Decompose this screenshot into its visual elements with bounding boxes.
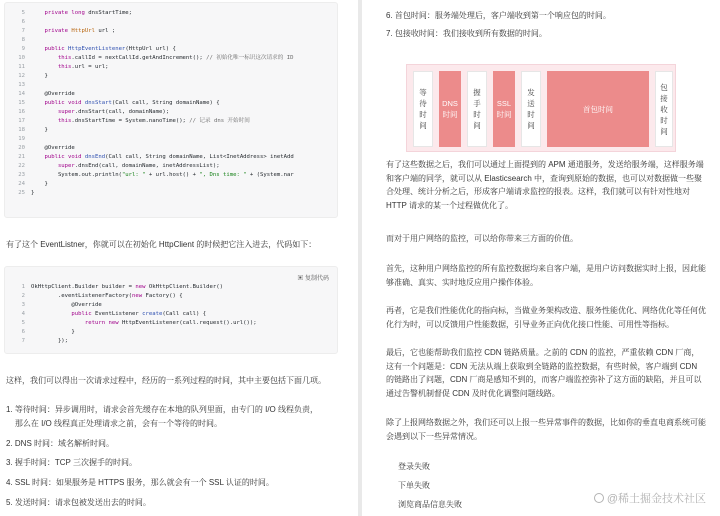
code-token: .callId = nextCallId.getAndIncrement(); <box>71 55 207 61</box>
code-line <box>5 162 337 171</box>
line-number: 19 <box>18 136 25 142</box>
code-token: dnsStart <box>84 100 112 106</box>
code-token: @Override <box>31 91 75 97</box>
phase-item: 6. 首包时间：服务端处理后，客户端收到第一个响应包的时间。 <box>386 11 611 20</box>
line-number: 24 <box>18 181 25 187</box>
timing-diagram <box>406 64 676 152</box>
code-line <box>5 99 337 108</box>
exception-item: 浏览商品信息失败 <box>398 500 462 509</box>
timing-segment: 首包时间 <box>547 71 649 147</box>
code-text <box>31 54 293 63</box>
watermark-text: @稀土掘金技术社区 <box>606 493 706 505</box>
code-token: .dnsStartTime = System.nanoTime(); <box>71 118 190 124</box>
code-token: (HttpUrl url) { <box>125 46 176 52</box>
copy-code-label: 复制代码 <box>304 276 329 282</box>
code-token: } <box>31 73 48 79</box>
line-number: 23 <box>18 172 25 178</box>
code-line <box>5 108 337 117</box>
code-token: private <box>31 28 72 34</box>
code-token: public void <box>31 100 85 106</box>
code-token: (Call call) { <box>162 311 207 317</box>
timing-segment: 握 手 时 间 <box>467 71 487 147</box>
code-line <box>5 189 337 198</box>
timing-segment: SSL 时间 <box>493 71 515 147</box>
code-token: new <box>135 284 149 290</box>
paragraph-line: 合处理、统计分析之后，形成客户端请求监控的报表。这样，我们就可以有针对性地对 <box>386 187 690 196</box>
code-line <box>5 328 337 337</box>
paragraph-line: 再者，它是我们性能优化的指向标，当做业务架构改造、服务性能优化、网络优化等任何优 <box>386 306 706 315</box>
code-line <box>5 283 337 292</box>
exception-item: 登录失败 <box>398 462 430 471</box>
paragraph-line: 够准确、真实、实时地反应用户操作体验。 <box>386 277 538 287</box>
code-line <box>5 292 337 301</box>
code-token: dnsStartTime; <box>88 10 133 16</box>
phase-item: 3. 握手时间：TCP 三次握手的时间。 <box>6 458 137 467</box>
code-token: + url.host() + <box>145 172 200 178</box>
code-text <box>31 27 115 36</box>
line-number: 7 <box>21 338 25 344</box>
paragraph-eventlistener: 有了这个 EventListner，你就可以在初始化 HttpClient 的时候把它注入进去，代码如下： <box>6 240 317 249</box>
code-text <box>31 63 108 72</box>
code-line <box>5 180 337 189</box>
paragraph-line: 有了这些数据之后，我们可以通过上面提到的 APM 通道服务，发送给服务端，这样服务端 <box>386 160 704 169</box>
code-token: return new <box>31 320 122 326</box>
code-line <box>5 135 337 144</box>
code-token: } <box>31 190 35 196</box>
code-text <box>31 171 294 180</box>
code-token: this <box>31 64 72 70</box>
line-number: 5 <box>21 10 25 16</box>
line-number: 8 <box>21 37 25 43</box>
code-line <box>5 319 337 328</box>
code-token: // 初始化唯一标识这次请求的 ID <box>206 55 294 61</box>
code-text <box>31 45 176 54</box>
line-number: 14 <box>18 91 25 97</box>
line-number: 17 <box>18 118 25 124</box>
line-number: 11 <box>18 64 25 70</box>
code-token: HttpEventListener(call.request().url()); <box>121 320 257 326</box>
code-token: this <box>31 118 72 124</box>
code-text <box>31 108 169 117</box>
code-text <box>31 144 75 153</box>
code-token: HttpUrl <box>71 28 99 34</box>
code-block-client-builder[interactable] <box>4 266 338 354</box>
code-token: OkHttpClient.Builder builder = <box>31 284 136 290</box>
line-number: 10 <box>18 55 25 61</box>
paragraph-line: 而对于用户网络的监控，可以给你带来三方面的价值。 <box>386 234 578 243</box>
code-line <box>5 63 337 72</box>
line-number: 22 <box>18 163 25 169</box>
code-line <box>5 171 337 180</box>
line-number: 5 <box>21 320 25 326</box>
code-token: .url = url; <box>71 64 109 70</box>
line-number: 15 <box>18 100 25 106</box>
line-number: 4 <box>21 311 25 317</box>
line-number: 16 <box>18 109 25 115</box>
code-text <box>31 301 102 310</box>
copy-code-button[interactable] <box>297 273 329 282</box>
code-token: url ; <box>98 28 116 34</box>
code-text <box>31 90 75 99</box>
exception-item: 下单失败 <box>398 481 430 490</box>
paragraph-line: 的链路出了问题，CDN 厂商是感知不到的，而客户端监控弥补了这方面的缺陷，并且可以 <box>386 375 702 384</box>
line-number: 12 <box>18 73 25 79</box>
code-line <box>5 144 337 153</box>
code-token: OkHttpClient.Builder() <box>148 284 223 290</box>
code-line <box>5 90 337 99</box>
code-token: public void <box>31 154 85 160</box>
paragraph-line: 最后，它也能帮助我们监控 CDN 链路质量。之前的 CDN 的监控，严重依赖 CDN 厂商， <box>386 348 700 357</box>
code-line <box>5 45 337 54</box>
copy-icon: ▣ <box>297 276 305 282</box>
paragraph-line: 会遇到以下一些异常情况。 <box>386 431 482 441</box>
watermark <box>594 490 706 506</box>
code-token: private long <box>31 10 89 16</box>
code-text <box>31 310 206 319</box>
code-token: Factory() { <box>145 293 183 299</box>
line-number: 18 <box>18 127 25 133</box>
code-text <box>31 319 257 328</box>
code-text <box>31 72 48 81</box>
code-line <box>5 81 337 90</box>
line-number: 3 <box>21 302 25 308</box>
code-line <box>5 9 337 18</box>
line-number: 6 <box>21 19 25 25</box>
phase-item: 5. 发送时间：请求包被发送出去的时间。 <box>6 498 151 507</box>
code-token: } <box>31 127 48 133</box>
paragraph-line: 这有一个问题是：CDN 无法从端上获取到全链路的监控数据，有些时候，客户端到 CDN <box>386 361 698 371</box>
code-block-event-listener[interactable] <box>4 2 338 218</box>
code-line <box>5 126 337 135</box>
code-token: public <box>31 311 95 317</box>
code-token: create <box>142 311 163 317</box>
left-column <box>0 0 358 516</box>
line-number: 1 <box>21 284 25 290</box>
juejin-logo-icon <box>594 493 604 503</box>
code-token: (Call call, String domainName) { <box>111 100 220 106</box>
code-token: }); <box>31 338 69 344</box>
right-column <box>362 0 720 516</box>
code-token: } <box>31 329 75 335</box>
code-token: .dnsEnd(call, domainName, inetAddressList); <box>74 163 220 169</box>
code-line <box>5 18 337 27</box>
code-token: ", Dns time: " <box>199 172 247 178</box>
line-number: 25 <box>18 190 25 196</box>
code-token: HttpEventListener <box>68 46 126 52</box>
paragraph-line: HTTP 请求的某一个过程做优化了。 <box>386 200 513 210</box>
paragraph-line: 首先，这种用户网络监控的所有监控数据均来自客户端，是用户访问数据实时上报，因此能 <box>386 264 706 273</box>
code-token: super <box>31 163 75 169</box>
paragraph-line: 除了上报网络数据之外，我们还可以上报一些异常事件的数据，比如你的垂直电商系统可能 <box>386 418 706 427</box>
phase-item: 7. 包接收时间：我们接收到所有数据的时间。 <box>386 29 547 38</box>
phase-item: 那么在 I/O 线程真正处理请求之前，会有一个等待的时间。 <box>6 419 223 428</box>
paragraph-line: 和客户端的同学，就可以从 Elasticsearch 中，查询到原始的数据，也可以对数据做一些聚 <box>386 173 703 183</box>
code-token: (Call call, String domainName, List<InetAddress> inetAdd <box>105 154 294 160</box>
line-number: 2 <box>21 293 25 299</box>
code-text <box>31 189 34 198</box>
code-line <box>5 153 337 162</box>
code-text <box>31 292 183 301</box>
code-line <box>5 117 337 126</box>
code-token: new <box>132 293 146 299</box>
code-line <box>5 36 337 45</box>
paragraph-line: 化行为时，可以反馈用户性能数据，引导业务正向优化接口性能、可用性等指标。 <box>386 319 674 329</box>
code-token: + (System.nar <box>246 172 294 178</box>
code-token: } <box>31 181 48 187</box>
line-number: 6 <box>21 329 25 335</box>
paragraph-phases: 这样，我们可以得出一次请求过程中，经历的一系列过程的时间，其中主要包括下面几项。 <box>6 376 326 385</box>
code-token: @Override <box>31 302 102 308</box>
code-text <box>31 117 250 126</box>
code-token: .dnsStart(call, domainName); <box>74 109 170 115</box>
line-number: 21 <box>18 154 25 160</box>
code-text <box>31 126 48 135</box>
phase-item: 2. DNS 时间：域名解析时间。 <box>6 439 115 448</box>
code-token: dnsEnd <box>84 154 106 160</box>
code-text <box>31 283 223 292</box>
code-token: // 记录 dns 开始时间 <box>189 118 250 124</box>
timing-segment: 包 接 收 时 间 <box>655 71 673 147</box>
code-text <box>31 99 220 108</box>
code-line <box>5 310 337 319</box>
code-text <box>31 9 132 18</box>
code-line <box>5 72 337 81</box>
line-number: 20 <box>18 145 25 151</box>
code-text <box>31 153 294 162</box>
timing-segment: DNS 时间 <box>439 71 461 147</box>
line-number: 13 <box>18 82 25 88</box>
code-text <box>31 328 75 337</box>
line-number: 9 <box>21 46 25 52</box>
timing-segment: 等 待 时 间 <box>413 71 433 147</box>
code-token: System.out.println( <box>31 172 122 178</box>
phase-item: 1. 等待时间：异步调用时，请求会首先缓存在本地的队列里面，由专门的 I/O 线程负责， <box>6 405 319 414</box>
line-number: 7 <box>21 28 25 34</box>
paragraph-line: 通过告警机制督促 CDN 及时优化调整问题线路。 <box>386 388 560 398</box>
code-text <box>31 180 48 189</box>
code-text <box>31 337 68 346</box>
code-token: super <box>31 109 75 115</box>
code-line <box>5 301 337 310</box>
code-token: this <box>31 55 72 61</box>
code-token: .eventListenerFactory( <box>31 293 133 299</box>
code-line <box>5 54 337 63</box>
timing-segment: 发 送 时 间 <box>521 71 541 147</box>
code-line <box>5 337 337 346</box>
code-token: "url: " <box>121 172 146 178</box>
phase-item: 4. SSL 时间：如果服务是 HTTPS 服务，那么就会有一个 SSL 认证的时间。 <box>6 478 274 487</box>
code-token: @Override <box>31 145 75 151</box>
code-line <box>5 27 337 36</box>
code-text <box>31 162 220 171</box>
code-token: EventListener <box>95 311 143 317</box>
code-token: public <box>31 46 69 52</box>
